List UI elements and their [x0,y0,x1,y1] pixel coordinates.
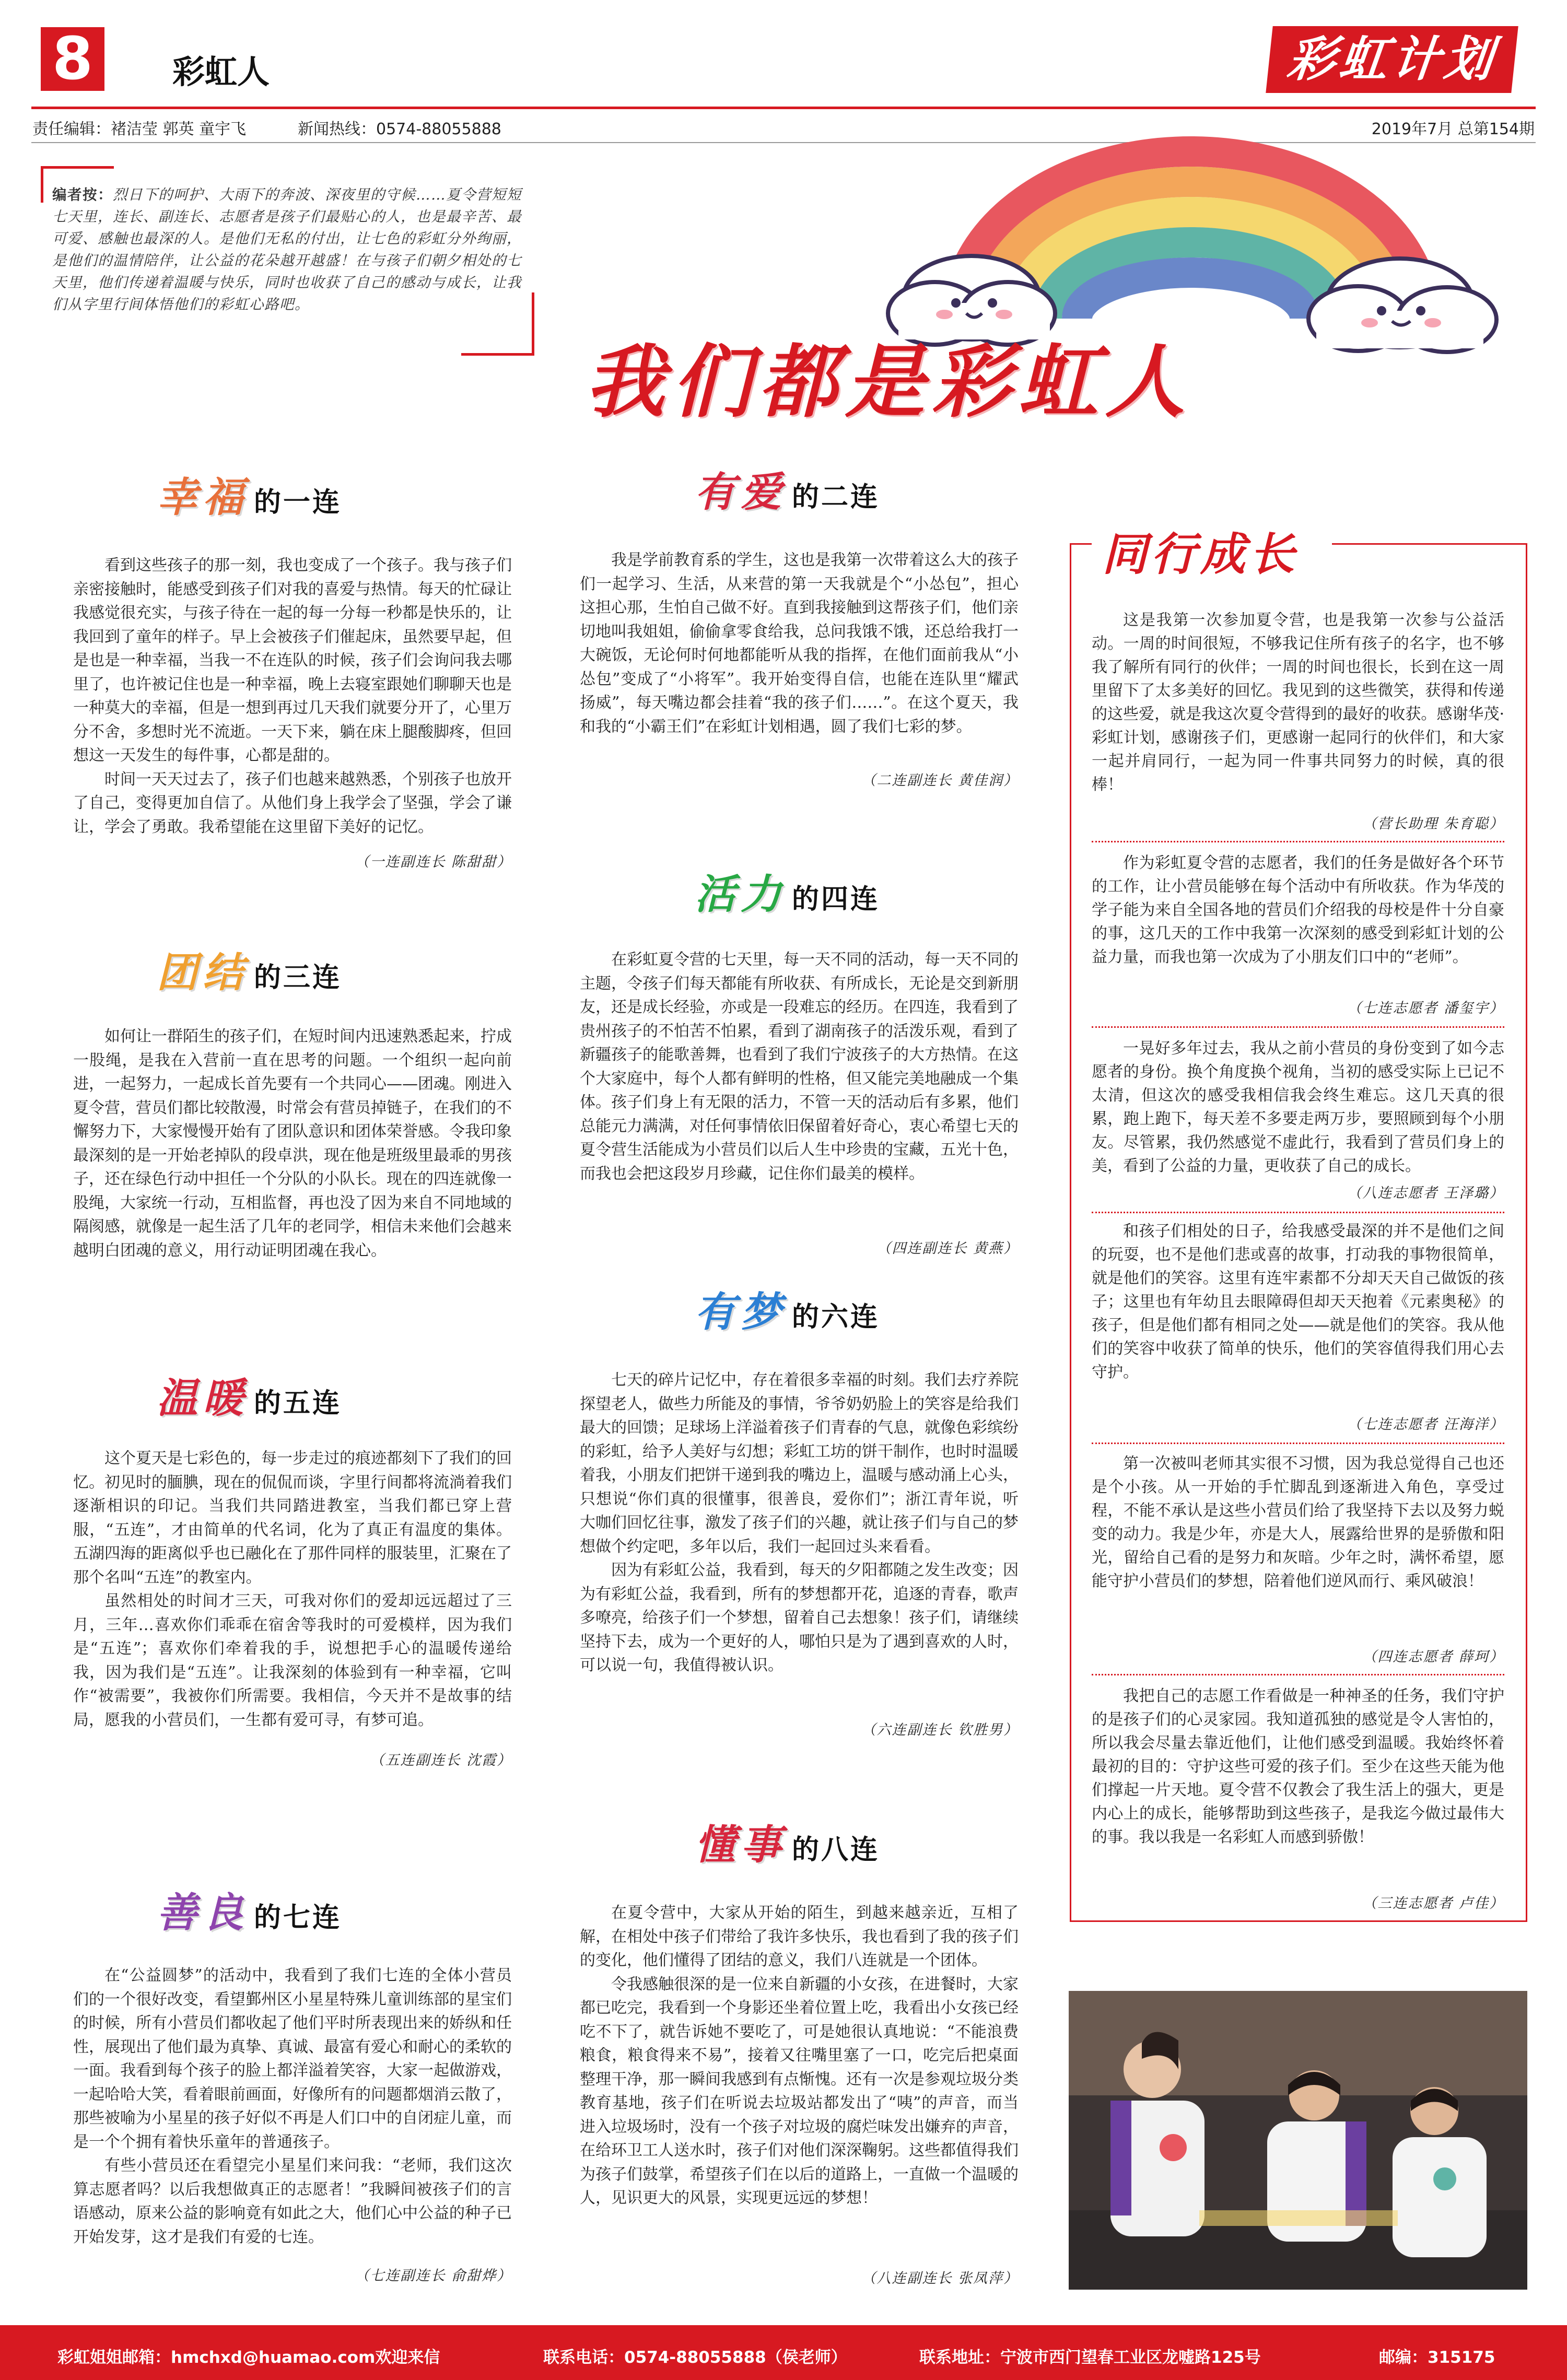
article-title-1: 幸福 的一连 [157,474,342,521]
footer-address: 联系地址：宁波市西门望春工业区龙嘘路125号 [919,2348,1261,2367]
sidebar-signature-5: （四连志愿者 薛珂） [1362,1649,1504,1665]
article-body-5: 这个夏天是七彩色的，每一步走过的痕迹都刻下了我们的回忆。初见时的腼腆，现在的侃侃而谈，字里行间都将流淌着我们逐渐相识的印记。当我们共同踏进教室，当我们都已穿上营服，“五连”，才由简单的代名词，化为了真正有温度的集体。五湖四海的距离似乎也已融化在了那件同样的服装里，汇聚在了那个名叫“五连”的教室内。 虽然相处的时间才三天，可我对你们的爱却远远超过了三月，三年…喜欢你们乖乖在宿舍等我时的可爱模样，因为我们是“五连”；喜欢你们牵着我的手，说想把手心的温暖传递给我，因为我们是“五连”。让我深刻的体验到有一种幸福，它叫作“被需要”，我被你们所需要。我相信，今天并不是故事的结局，愿我的小营员们，一生都有爱可寻，有梦可追。 [73,1449,512,1729]
note-frame [41,166,43,203]
article-body-4: 在彩虹夏令营的七天里，每一天不同的活动，每一天不同的主题，令孩子们每天都能有所收获、有所成长，无论是交到新朋友，还是成长经验，亦或是一段难忘的经历。在四连，我看到了贵州孩子的不怕苦不怕累，看到了湖南孩子的活泼乐观，看到了新疆孩子的能歌善舞，也看到了我们宁波孩子的大方热情。在这个大家庭中，每个人都有鲜明的性格，但又能完美地融成一个集体。孩子们身上有无限的活力，不管一天的活动后有多累，他们总能元力满满，对任何事情依旧保留着好奇心，衷心希望七天的夏令营生活能成为小营员们以后人生中珍贵的宝藏，五光十色，而我也会把这段岁月珍藏，记住你们最美的模样。 [580,951,1019,1183]
article-title-3: 团结 的三连 [157,949,342,996]
article-body-3: 如何让一群陌生的孩子们，在短时间内迅速熟悉起来，拧成一股绳，是我在入营前一直在思考的问题。一个组织一起向前进，一起努力，一起成长首先要有一个共同心——团魂。刚进入夏令营，营员们都比较散漫，时常会有营员掉链子，在我们的不懈努力下，大家慢慢开始有了团队意识和团体荣誉感。令我印象最深刻的是一开始老掉队的段卓洪，现在他是班级里最乖的男孩子，还在绿色行动中担任一个分队的小队长。现在的四连就像一股绳，大家统一行动，互相监督，再也没了因为来自不同地域的隔阂感，就像是一起生活了几年的老同学，相信未来他们会越来越明白团魂的意义，用行动证明团魂在我心。 [73,1027,512,1260]
sidebar-signature-4: （七连志愿者 汪海洋） [1347,1416,1504,1433]
article-body-6: 七天的碎片记忆中，存在着很多幸福的时刻。我们去疗养院探望老人，做些力所能及的事情，爷爷奶奶脸上的笑容是给我们最大的回馈；足球场上洋溢着孩子们青春的气息，就像色彩缤纷的彩虹，给予人美好与幻想；彩虹工坊的饼干制作，也时时温暖着我，小朋友们把饼干递到我的嘴边上，温暖与感动涌上心头，只想说“你们真的很懂事，很善良，爱你们”；浙江青年说，听大咖们回忆往事，激发了孩子们的兴趣，就让孩子们与自己的梦想做个约定吧，多年以后，我们一起回过头来看看。 因为有彩虹公益，我看到，每天的夕阳都随之发生改变；因为有彩虹公益，我看到，所有的梦想都开花，追逐的青春，歌声多嘹亮，给孩子们一个梦想，留着自己去想象！孩子们，请继续坚持下去，成为一个更好的人，哪怕只是为了遇到喜欢的人时，可以说一句，我值得被认识。 [580,1371,1019,1674]
article-signature-4: （四连副连长 黄燕） [876,1240,1019,1257]
article-body-8: 在夏令营中，大家从开始的陌生，到越来越亲近，互相了解，在相处中孩子们带给了我许多快乐，我也看到了我的孩子们的变化，他们懂得了团结的意义，我们八连就是一个团体。 令我感触很深的是一位来自新疆的小女孩，在进餐时，大家都已吃完，我看到一个身影还坐着位置上吃，我看出小女孩已经吃不下了，就告诉她不要吃了，可是她很认真地说：“不能浪费粮食，粮食得来不易”，接着又往嘴里塞了一口，吃完后把桌面整理干净，那一瞬间我感到有点惭愧。还有一次是参观垃圾分类教育基地，孩子们在听说去垃圾站都发出了“咦”的声音，而当进入垃圾场时，没有一个孩子对垃圾的腐烂味发出嫌弃的声音，在给环卫工人送水时，孩子们对他们深深鞠躬。这些都值得我们为孩子们鼓掌，希望孩子们在以后的道路上，一直做一个温暖的人，见识更大的风景，实现更远远的梦想！ [580,1904,1019,2207]
editors-credit: 责任编辑：褚洁莹 郭英 童宇飞 [32,120,247,138]
article-body-7: 在“公益圆梦”的活动中，我看到了我们七连的全体小营员们的一个很好改变，看望鄞州区小星星特殊儿童训练部的星宝们的时候，所有小营员们都收起了他们平时所表现出来的娇纵和任性，展现出了他们最为真挚、真诚、最富有爱心和耐心的柔软的一面。我看到每个孩子的脸上都洋溢着笑容，大家一起做游戏，一起哈哈大笑，看着眼前画面，好像所有的问题都烟消云散了，那些被喻为小星星的孩子好似不再是人们口中的自闭症儿童，而是一个个拥有着快乐童年的普通孩子。 有些小营员还在看望完小星星们来问我：“老师，我们这次算志愿者吗？以后我想做真正的志愿者！”我瞬间被孩子们的言语感动，原来公益的影响竟有如此之大，他们心中公益的种子已开始发芽，这才是我们有爱的七连。 [73,1966,512,2246]
article-signature-6: （六连副连长 钦胜男） [861,1722,1019,1738]
sidebar-signature-6: （三连志愿者 卢佳） [1362,1895,1504,1912]
editor-note-text: 烈日下的呵护、大雨下的奔波、深夜里的守候……夏令营短短七天里，连长、副连长、志愿者是孩子们最贴心的人，也是最辛苦、最可爱、感触也最深的人。是他们无私的付出，让七色的彩虹分外绚丽，是他们的温情陪伴，让公益的花朵越开越盛！在与孩子们朝夕相处的七天里，他们传递着温暖与快乐，同时也收获了自己的感动与成长，让我们从字里行间体悟他们的彩虹心路吧。 [52,186,522,313]
note-frame [41,166,114,169]
article-body-2: 我是学前教育系的学生，这也是我第一次带着这么大的孩子们一起学习、生活，从来营的第一天我就是个“小怂包”，担心这担心那，生怕自己做不好。直到我接触到这帮孩子们，他们亲切地叫我姐姐，偷偷拿零食给我，总问我饿不饿，还总给我打一大碗饭，无论何时何地都能听从我的指挥，在他们面前我从“小怂包”变成了“小将军”。我开始变得自信，也能在连队里“耀武扬威”，每天嘴边都会挂着“我的孩子们……”。在这个夏天，我和我的“小霸王们”在彩虹计划相遇，圆了我们七彩的梦。 [580,551,1019,736]
sidebar-divider [1092,1212,1504,1213]
page-number: 8 [41,27,104,91]
article-signature-7: （七连副连长 俞甜烨） [355,2268,512,2284]
rainbow-plan-logo: 彩虹计划 [1266,26,1518,93]
footer-phone: 联系电话：0574-88055888（侯老师） [543,2348,847,2367]
note-frame [532,292,534,355]
sidebar-divider [1092,1443,1504,1444]
sidebar-divider [1092,1026,1504,1028]
sidebar-divider [1092,841,1504,842]
sidebar-divider [1092,1674,1504,1675]
news-hotline: 新闻热线：0574-88055888 [298,120,501,138]
article-signature-8: （八连副连长 张凤萍） [861,2270,1019,2287]
sidebar-entry-4: 和孩子们相处的日子，给我感受最深的并不是他们之间的玩耍，也不是他们悲或喜的故事，打动我的事物很简单，就是他们的笑容。这里有连牢素都不分却天天自己做饭的孩子；这里也有年幼且去眼障碍但却天天抱着《元素奥秘》的孩子，但是他们都有相同之处——就是他们的笑容。我从他们的笑容中收获了简单的快乐，他们的笑容值得我们用心去守护。 [1092,1222,1504,1381]
sidebar-signature-1: （营长助理 朱育聪） [1362,816,1504,832]
editor-note [52,184,522,315]
footer-postcode: 邮编：315175 [1379,2348,1495,2367]
header-rule [31,107,1536,109]
article-title-2: 有爱 的二连 [695,469,880,516]
footer-mailbox: 彩虹姐姐邮箱：hmchxd@huamao.com欢迎来信 [57,2348,440,2367]
section-name: 彩虹人 [172,53,270,91]
sidebar-entry-6: 我把自己的志愿工作看做是一种神圣的任务，我们守护的是孩子们的心灵家园。我知道孤独的感觉是令人害怕的，所以我会尽量去靠近他们，让他们感受到温暖。我始终怀着最初的目的：守护这些可爱的孩子们。至少在这些天能为他们撑起一片天地。夏令营不仅教会了我生活上的强大，更是内心上的成长，能够帮助到这些孩子，是我迄今做过最伟大的事。我以我是一名彩虹人而感到骄傲！ [1092,1687,1504,1846]
article-title-6: 有梦 的六连 [695,1289,880,1336]
article-body-1: 看到这些孩子的那一刻，我也变成了一个孩子。我与孩子们亲密接触时，能感受到孩子们对我的喜爱与热情。每天的忙碌让我感觉很充实，与孩子待在一起的每一分每一秒都是快乐的，让我回到了童年的样子。早上会被孩子们催起床，虽然要早起，但是也是一种幸福，当我一不在连队的时候，孩子们会询问我去哪里了，也许被记住也是一种幸福，晚上去寝室跟她们聊聊天也是一种莫大的幸福，但是一想到再过几天我们就要分开了，心里万分不舍，多想时光不流逝。一天下来，躺在床上腿酸脚疼，但回想这一天发生的每件事，心都是甜的。 时间一天天过去了，孩子们也越来越熟悉，个别孩子也放开了自己，变得更加自信了。从他们身上我学会了坚强，学会了谦让，学会了勇敢。我希望能在这里留下美好的记忆。 [73,556,512,836]
main-title: 我们都是彩虹人 [585,336,1192,428]
article-signature-5: （五连副连长 沈霞） [370,1752,512,1768]
article-signature-2: （二连副连长 黄佳润） [861,772,1019,789]
article-signature-1: （一连副连长 陈甜甜） [355,854,512,870]
sidebar-entry-5: 第一次被叫老师其实很不习惯，因为我总觉得自己也还是个小孩。从一开始的手忙脚乱到逐渐进入角色，享受过程，不能不承认是这些小营员们给了我坚持下去以及努力蜕变的动力。我是少年，亦是大人，展露给世界的是骄傲和阳光，留给自己看的是努力和灰暗。少年之时，满怀希望，愿能守护小营员们的梦想，陪着他们逆风而行、乘风破浪！ [1092,1455,1504,1590]
volunteers-photo [1069,1991,1527,2290]
sidebar-entry-1: 这是我第一次参加夏令营，也是我第一次参与公益活动。一周的时间很短，不够我记住所有孩子的名字，也不够我了解所有同行的伙伴；一周的时间也很长，长到在这一周里留下了太多美好的回忆。我见到的这些微笑，获得和传递的这些爱，就是我这次夏令营得到的最好的收获。感谢华茂·彩虹计划，感谢孩子们，更感谢一起同行的伙伴们，和大家一起并肩同行，一起为同一件事共同努力的时候，真的很棒！ [1092,611,1504,794]
sidebar-signature-2: （七连志愿者 潘玺宇） [1347,1000,1504,1016]
issue-info: 2019年7月 总第154期 [1371,120,1535,138]
note-frame [461,353,534,356]
article-title-4: 活力 的四连 [695,871,880,918]
sidebar-entry-2: 作为彩虹夏令营的志愿者，我们的任务是做好各个环节的工作，让小营员能够在每个活动中有所收获。作为华茂的学子能为来自全国各地的营员们介绍我的母校是件十分自豪的事，这几天的工作中我第一次深刻的感受到彩虹计划的公益力量，而我也第一次成为了小朋友们口中的“老师”。 [1092,854,1504,966]
sidebar-signature-3: （八连志愿者 王泽璐） [1347,1185,1504,1201]
sidebar-entry-3: 一晃好多年过去，我从之前小营员的身份变到了如今志愿者的身份。换个角度换个视角，当初的感受实际上已记不太清，但这次的感受我相信我会终生难忘。这几天真的很累，跑上跑下，每天差不多要走两万步，要照顾到每个小朋友。尽管累，我仍然感觉不虚此行，我看到了营员们身上的美，看到了公益的力量，更收获了自己的成长。 [1092,1039,1504,1175]
article-title-7: 善良 的七连 [157,1890,342,1937]
sidebar-title: 同行成长 [1102,529,1299,581]
editor-note-label: 编者按： [52,186,113,203]
article-title-8: 懂事 的八连 [695,1822,880,1869]
article-title-5: 温暖 的五连 [157,1375,342,1422]
footer-bar [0,2325,1567,2380]
